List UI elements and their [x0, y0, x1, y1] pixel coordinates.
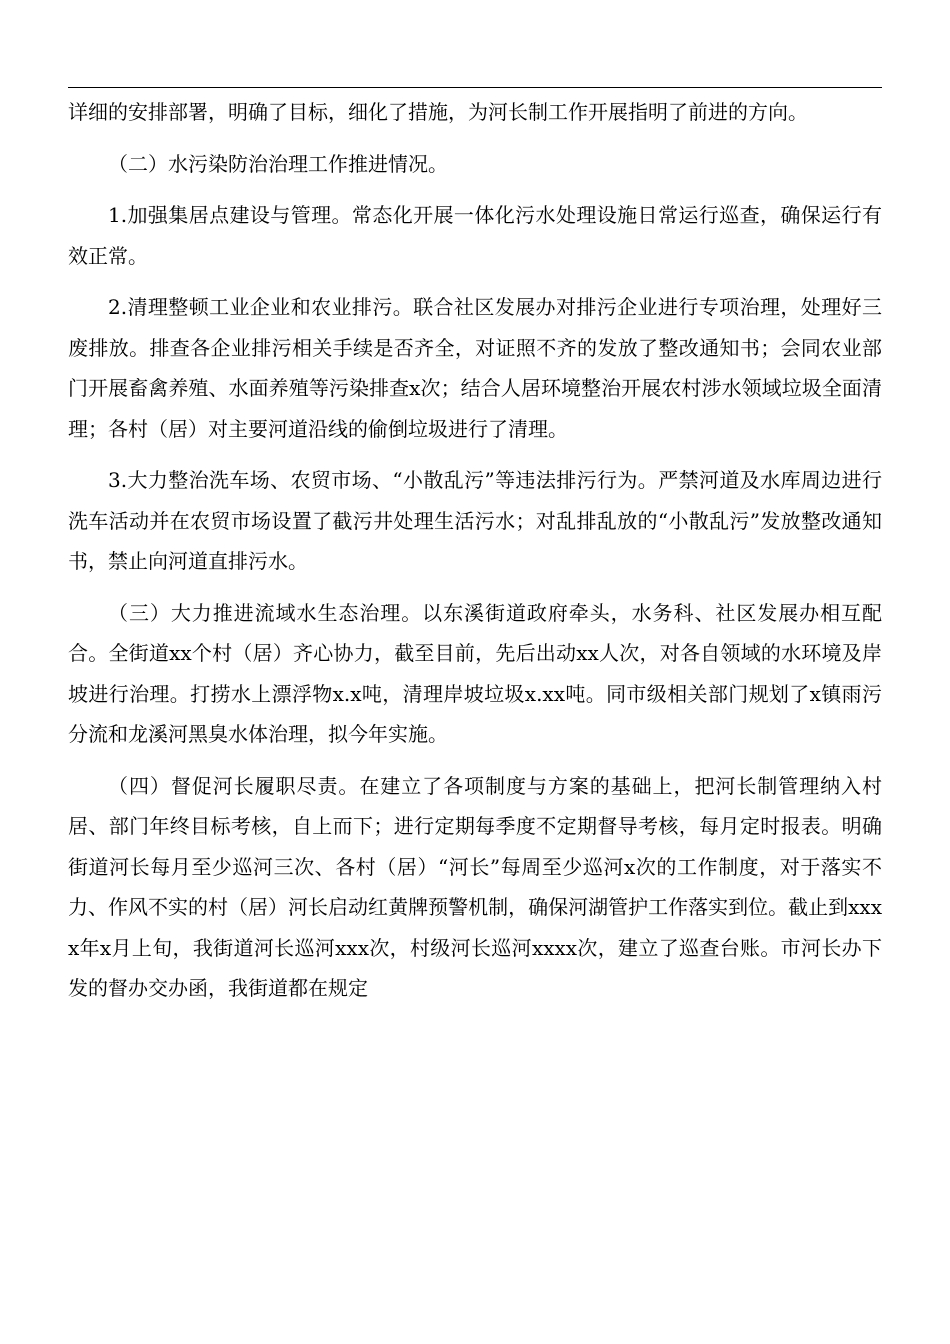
paragraph-item-1: 1.加强集居点建设与管理。常态化开展一体化污水处理设施日常运行巡查，确保运行有效正常。 — [68, 203, 882, 268]
paragraph-section-3: （三）大力推进流域水生态治理。以东溪街道政府牵头，水务科、社区发展办相互配合。全街道xx个村（居）齐心协力，截至目前，先后出动xx人次，对各自领域的水环境及岸坡进行治理。打捞水上漂浮物x.x吨，清理岸坡垃圾x.xx吨。同市级相关部门规划了x镇雨污分流和龙溪河黑臭水体治理，拟今年实施。 — [68, 600, 882, 746]
document-body — [68, 92, 882, 1009]
section-heading-2: （二）水污染防治治理工作推进情况。 — [108, 151, 448, 176]
header-rule — [68, 87, 882, 88]
paragraph-item-2: 2.清理整顿工业企业和农业排污。联合社区发展办对排污企业进行专项治理，处理好三废排放。排查各企业排污相关手续是否齐全，对证照不齐的发放了整改通知书；会同农业部门开展畜禽养殖、水面养殖等污染排查x次；结合人居环境整治开展农村涉水领域垃圾全面清理；各村（居）对主要河道沿线的偷倒垃圾进行了清理。 — [68, 295, 882, 441]
paragraph-section-4: （四）督促河长履职尽责。在建立了各项制度与方案的基础上，把河长制管理纳入村居、部门年终目标考核，自上而下；进行定期每季度不定期督导考核，每月定时报表。明确街道河长每月至少巡河三次、各村（居）“河长”每周至少巡河x次的工作制度，对于落实不力、作风不实的村（居）河长启动红黄牌预警机制，确保河湖管护工作落实到位。截止到xxxx年x月上旬，我街道河长巡河xxx次，村级河长巡河xxxx次，建立了巡查台账。市河长办下发的督办交办函，我街道都在规定 — [68, 773, 882, 1000]
paragraph-continuation: 详细的安排部署，明确了目标，细化了措施，为河长制工作开展指明了前进的方向。 — [68, 100, 808, 124]
paragraph-item-3: 3.大力整治洗车场、农贸市场、“小散乱污”等违法排污行为。严禁河道及水库周边进行洗车活动并在农贸市场设置了截污井处理生活污水；对乱排乱放的“小散乱污”发放整改通知书，禁止向河道直排污水。 — [68, 468, 882, 573]
